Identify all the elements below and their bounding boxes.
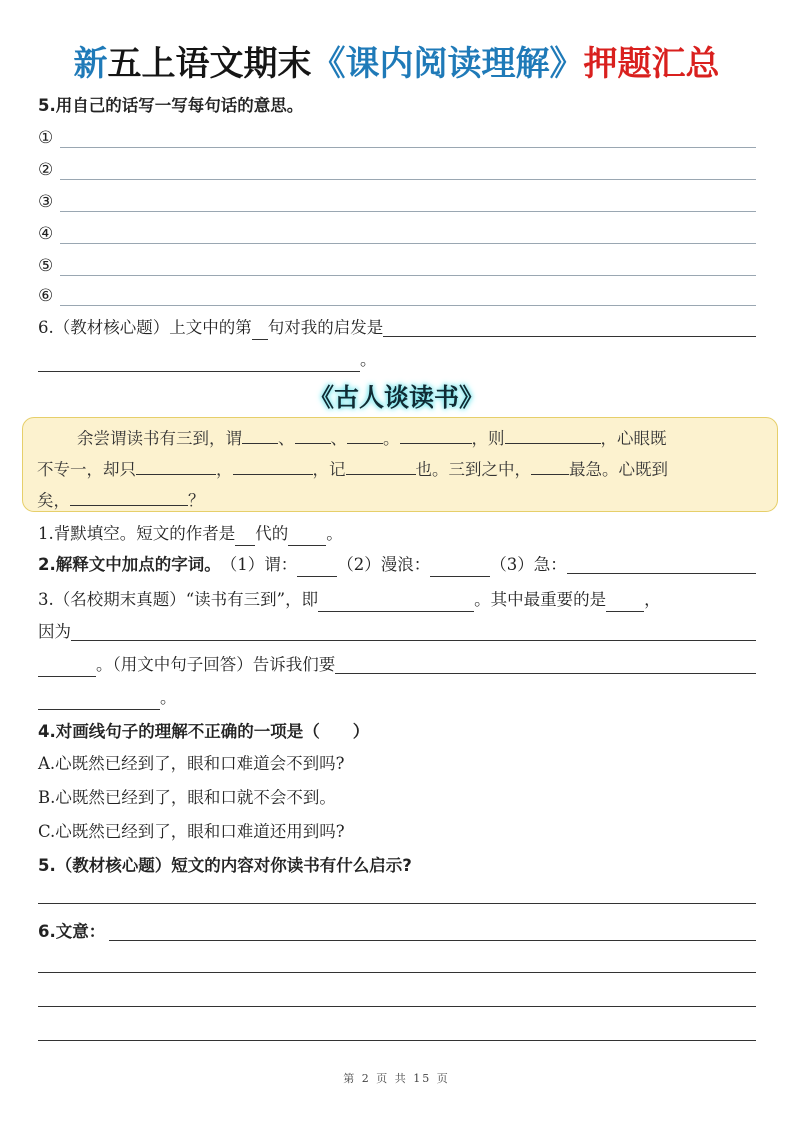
blank-lesson[interactable]: [335, 655, 756, 674]
blank-inspiration[interactable]: [383, 318, 756, 337]
answer-number: ⑥: [38, 286, 54, 306]
passage-text: 、: [278, 429, 295, 448]
passage-line-1: [37, 423, 759, 454]
blank-lesson-continued[interactable]: [38, 693, 160, 710]
writing-line[interactable]: [60, 257, 756, 276]
blank-reason-continued[interactable]: [38, 660, 96, 677]
question-3: [38, 588, 756, 612]
blank[interactable]: [295, 427, 331, 444]
passage-line-2: [37, 454, 759, 485]
writing-line[interactable]: [38, 1006, 756, 1007]
writing-line[interactable]: [38, 1040, 756, 1041]
question-1-text: 。: [326, 524, 343, 543]
question-1-text: 1.背默填空。短文的作者是: [38, 524, 236, 543]
blank[interactable]: [347, 427, 383, 444]
blank[interactable]: [70, 489, 188, 506]
blank-manlang[interactable]: [430, 560, 490, 577]
blank-ji[interactable]: [567, 555, 756, 574]
writing-line[interactable]: [60, 225, 756, 244]
answer-line-1[interactable]: [38, 126, 756, 150]
blank-most-important[interactable]: [606, 595, 644, 612]
answer-number: ③: [38, 192, 54, 212]
question-2-label: 2.解释文中加点的字词。: [38, 555, 221, 574]
writing-line[interactable]: [38, 972, 756, 973]
writing-line[interactable]: [60, 161, 756, 180]
writing-line[interactable]: [60, 287, 756, 306]
passage-text: 也。三到之中，: [415, 460, 531, 479]
passage-text: 。: [383, 429, 400, 448]
passage-text: 最急。心既到: [569, 460, 668, 479]
title-part-new: 新: [73, 44, 108, 84]
question-2-part: （3）急：: [490, 555, 567, 574]
blank[interactable]: [505, 427, 601, 444]
question-1: [38, 522, 756, 546]
writing-line[interactable]: [60, 193, 756, 212]
passage-text: 矣，: [37, 491, 70, 510]
blank-meaning[interactable]: [109, 922, 756, 941]
blank[interactable]: [531, 458, 569, 475]
question-3-text: ，: [644, 590, 661, 609]
blank[interactable]: [136, 458, 216, 475]
writing-line[interactable]: [38, 903, 756, 904]
answer-line-5[interactable]: [38, 254, 756, 278]
blank-inspiration-continued[interactable]: [38, 355, 360, 372]
question-3-text: 。: [160, 688, 177, 707]
blank[interactable]: [242, 427, 278, 444]
question-6: [38, 316, 756, 340]
passage-text: ，: [216, 460, 233, 479]
answer-line-2[interactable]: [38, 158, 756, 182]
blank-wei[interactable]: [297, 560, 337, 577]
question-3-because: [38, 620, 756, 644]
question-2: [38, 553, 756, 577]
blank-reason[interactable]: [71, 622, 756, 641]
answer-number: ①: [38, 128, 54, 148]
passage-text: ，则: [471, 429, 505, 448]
question-3-end: [38, 686, 756, 710]
passage-text: ？: [188, 491, 205, 510]
answer-number: ②: [38, 160, 54, 180]
question-5-label: 5.用自己的话写一写每句话的意思。: [38, 96, 304, 115]
question-3-text: 3.（名校期末真题）“读书有三到”，即: [38, 590, 319, 609]
passage-text: 、: [330, 429, 347, 448]
page-title: [0, 40, 793, 88]
blank-author[interactable]: [288, 529, 326, 546]
option-c[interactable]: C.心既然已经到了，眼和口难道还用到吗?: [38, 822, 345, 841]
passage-box: [22, 417, 778, 512]
question-2-part: （1）谓：: [220, 555, 298, 574]
passage-text: 余尝谓读书有三到，谓: [77, 429, 242, 448]
question-3-text: 因为: [38, 622, 71, 641]
question-2-part: （2）漫浪：: [337, 555, 431, 574]
title-part-grade: 五上语文期末: [107, 44, 312, 84]
section-title: 《古人谈读书》: [308, 383, 484, 412]
answer-number: ⑤: [38, 256, 54, 276]
blank[interactable]: [233, 458, 313, 475]
question-6-continued: [38, 348, 756, 372]
title-part-topic: 《课内阅读理解》: [311, 44, 584, 84]
question-4-label: 4.对画线句子的理解不正确的一项是（ ）: [38, 722, 370, 741]
question-5-insight-label: 5.（教材核心题）短文的内容对你读书有什么启示?: [38, 856, 412, 875]
option-b[interactable]: B.心既然已经到了，眼和口就不会不到。: [38, 788, 336, 807]
question-3-text: 。其中最重要的是: [474, 590, 607, 609]
question-6-prefix: 6.（教材核心题）上文中的第: [38, 318, 252, 337]
option-a[interactable]: A.心既然已经到了，眼和口难道会不到吗?: [38, 754, 345, 773]
question-3-tells: [38, 653, 756, 677]
answer-line-6[interactable]: [38, 284, 756, 308]
blank[interactable]: [346, 458, 416, 475]
writing-line[interactable]: [60, 129, 756, 148]
question-6-meaning-label: 6.文意：: [38, 922, 106, 941]
question-6-end: 。: [360, 350, 377, 369]
blank[interactable]: [400, 427, 472, 444]
question-3-text: 。（用文中句子回答）告诉我们要: [96, 655, 336, 674]
passage-text: ，心眼既: [600, 429, 667, 448]
title-part-summary: 押题汇总: [583, 44, 720, 84]
blank-sentence-number[interactable]: [252, 323, 268, 340]
question-6-meaning: [38, 920, 756, 944]
passage-text: ，记: [312, 460, 346, 479]
answer-line-4[interactable]: [38, 222, 756, 246]
page-number: 第 2 页 共 15 页: [343, 1072, 450, 1085]
answer-line-3[interactable]: [38, 190, 756, 214]
blank-dynasty[interactable]: [235, 529, 255, 546]
question-6-middle: 句对我的启发是: [267, 318, 384, 337]
blank-three-dao[interactable]: [318, 595, 474, 612]
answer-number: ④: [38, 224, 54, 244]
passage-text: 不专一，却只: [37, 460, 136, 479]
question-1-text: 代的: [255, 524, 289, 543]
passage-line-3: [37, 485, 759, 516]
